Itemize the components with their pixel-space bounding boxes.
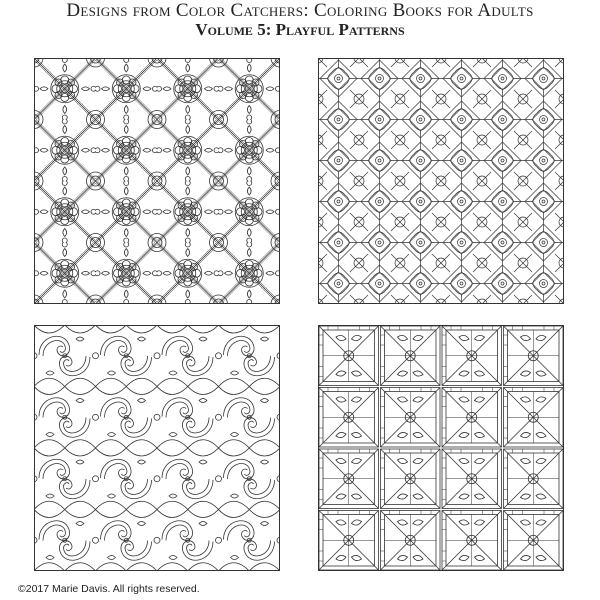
page-title: Designs from Color Catchers: Coloring Books for Adults <box>66 0 534 21</box>
pattern-panel-geometric-mosaic <box>318 58 564 304</box>
copyright-notice: ©2017 Marie Davis. All rights reserved. <box>18 583 200 595</box>
geometric-mosaic-art <box>318 58 564 304</box>
pattern-panel-floral-lattice <box>34 58 280 304</box>
page-subtitle: Volume 5: Playful Patterns <box>195 20 405 39</box>
paisley-swirls-art <box>34 325 280 571</box>
pattern-panel-paisley-swirls <box>34 325 280 571</box>
floral-lattice-art <box>34 58 280 304</box>
pattern-panel-tile-grid <box>318 325 564 571</box>
tile-grid-art <box>318 325 564 571</box>
